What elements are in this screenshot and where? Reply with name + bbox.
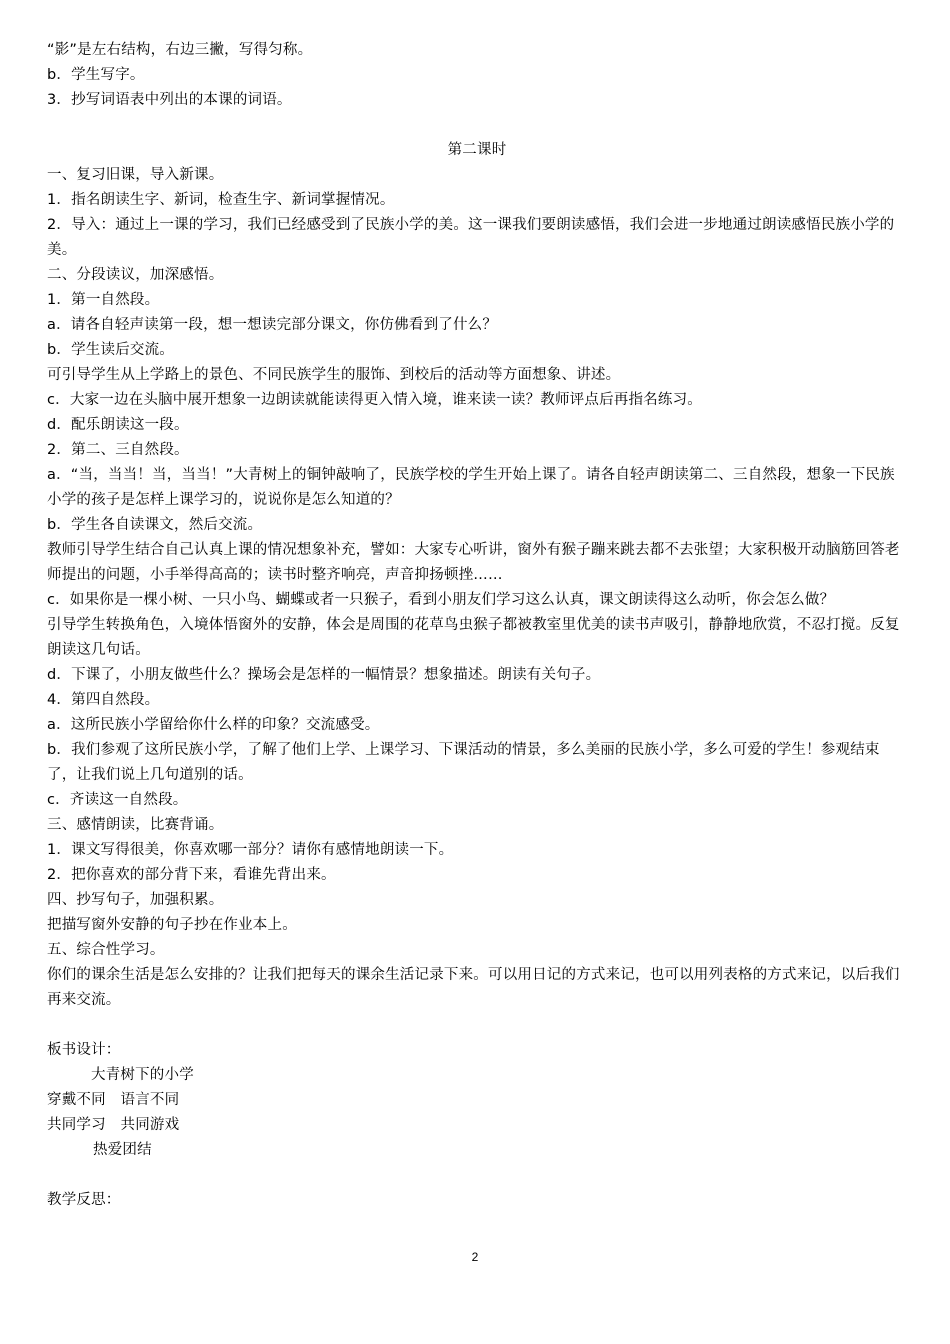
paragraph: b．我们参观了这所民族小学，了解了他们上学、上课学习、下课活动的情景，多么美丽的民族小学，多么可爱的学生！参观结束了，让我们说上几句道别的话。 bbox=[47, 742, 880, 783]
paragraph: c．如果你是一棵小树、一只小鸟、蝴蝶或者一只猴子，看到小朋友们学习这么认真，课文朗读得这么动听，你会怎么做？ bbox=[47, 592, 835, 608]
paragraph: 引导学生转换角色，入境体悟窗外的安静，体会是周围的花草鸟虫猴子都被教室里优美的读书声吸引，静静地欣赏，不忍打搅。反复朗读这几句话。 bbox=[47, 617, 900, 658]
page-number: 2 bbox=[471, 1250, 479, 1264]
lesson-body bbox=[47, 163, 907, 1013]
text-line: “影”是左右结构，右边三撇，写得匀称。 bbox=[47, 42, 313, 58]
text-line: d．下课了，小朋友做些什么？操场会是怎样的一幅情景？想象描述。朗读有关句子。 bbox=[47, 667, 601, 683]
board-footer: 热爱团结 bbox=[93, 1142, 152, 1158]
board-label: 板书设计： bbox=[47, 1042, 121, 1058]
text-line: d．配乐朗读这一段。 bbox=[47, 417, 189, 433]
text-line: 4．第四自然段。 bbox=[47, 692, 160, 708]
text-line: b．学生读后交流。 bbox=[47, 342, 175, 358]
text-line: c．齐读这一自然段。 bbox=[47, 792, 188, 808]
paragraph: a．“当，当当！当，当当！”大青树上的铜钟敲响了，民族学校的学生开始上课了。请各自轻声朗读第二、三自然段，想象一下民族小学的孩子是怎样上课学习的，说说你是怎么知道的？ bbox=[47, 467, 895, 508]
paragraph: 你们的课余生活是怎么安排的？让我们把每天的课余生活记录下来。可以用日记的方式来记，也可以用列表格的方式来记，以后我们再来交流。 bbox=[47, 967, 900, 1008]
text-line: 3．抄写词语表中列出的本课的词语。 bbox=[47, 92, 292, 108]
text-line: 1．课文写得很美，你喜欢哪一部分？请你有感情地朗读一下。 bbox=[47, 842, 454, 858]
board-row: 穿戴不同 语言不同 bbox=[47, 1092, 180, 1108]
spacer bbox=[47, 1013, 907, 1038]
spacer bbox=[47, 1163, 907, 1188]
text-line: 1．指名朗读生字、新词，检查生字、新词掌握情况。 bbox=[47, 192, 395, 208]
document-page bbox=[47, 38, 907, 1213]
text-line: 把描写窗外安静的句子抄在作业本上。 bbox=[47, 917, 297, 933]
text-line: a．请各自轻声读第一段，想一想读完部分课文，你仿佛看到了什么？ bbox=[47, 317, 498, 333]
heading-review: 一、复习旧课，导入新课。 bbox=[47, 167, 224, 183]
top-lines bbox=[47, 38, 907, 113]
text-line: 2．把你喜欢的部分背下来，看谁先背出来。 bbox=[47, 867, 336, 883]
heading-reading: 二、分段读议，加深感悟。 bbox=[47, 267, 224, 283]
paragraph-intro: 2．导入：通过上一课的学习，我们已经感受到了民族小学的美。这一课我们要朗读感悟，我们会进一步地通过朗读感悟民族小学的美。 bbox=[47, 217, 895, 258]
spacer bbox=[47, 113, 907, 138]
text-line: b．学生写字。 bbox=[47, 67, 145, 83]
paragraph: 教师引导学生结合自己认真上课的情况想象补充，譬如：大家专心听讲，窗外有猴子蹦来跳去都不去张望；大家积极开动脑筋回答老师提出的问题，小手举得高高的；读书时整齐响亮，声音抑扬顿挫…… bbox=[47, 542, 900, 583]
text-line: c．大家一边在头脑中展开想象一边朗读就能读得更入情入境，谁来读一读？教师评点后再指名练习。 bbox=[47, 392, 702, 408]
text-line: 1．第一自然段。 bbox=[47, 292, 160, 308]
reflection-label: 教学反思： bbox=[47, 1192, 121, 1208]
text-line: 2．第二、三自然段。 bbox=[47, 442, 189, 458]
text-line: 可引导学生从上学路上的景色、不同民族学生的服饰、到校后的活动等方面想象、讲述。 bbox=[47, 367, 621, 383]
board-title: 大青树下的小学 bbox=[91, 1067, 194, 1083]
heading-comprehensive: 五、综合性学习。 bbox=[47, 942, 165, 958]
board-row: 共同学习 共同游戏 bbox=[47, 1117, 180, 1133]
text-line: a．这所民族小学留给你什么样的印象？交流感受。 bbox=[47, 717, 380, 733]
board-design bbox=[47, 1038, 907, 1163]
heading-recite: 三、感情朗读，比赛背诵。 bbox=[47, 817, 224, 833]
heading-copy: 四、抄写句子，加强积累。 bbox=[47, 892, 224, 908]
text-line: b．学生各自读课文，然后交流。 bbox=[47, 517, 263, 533]
section-title: 第二课时 bbox=[447, 142, 507, 158]
